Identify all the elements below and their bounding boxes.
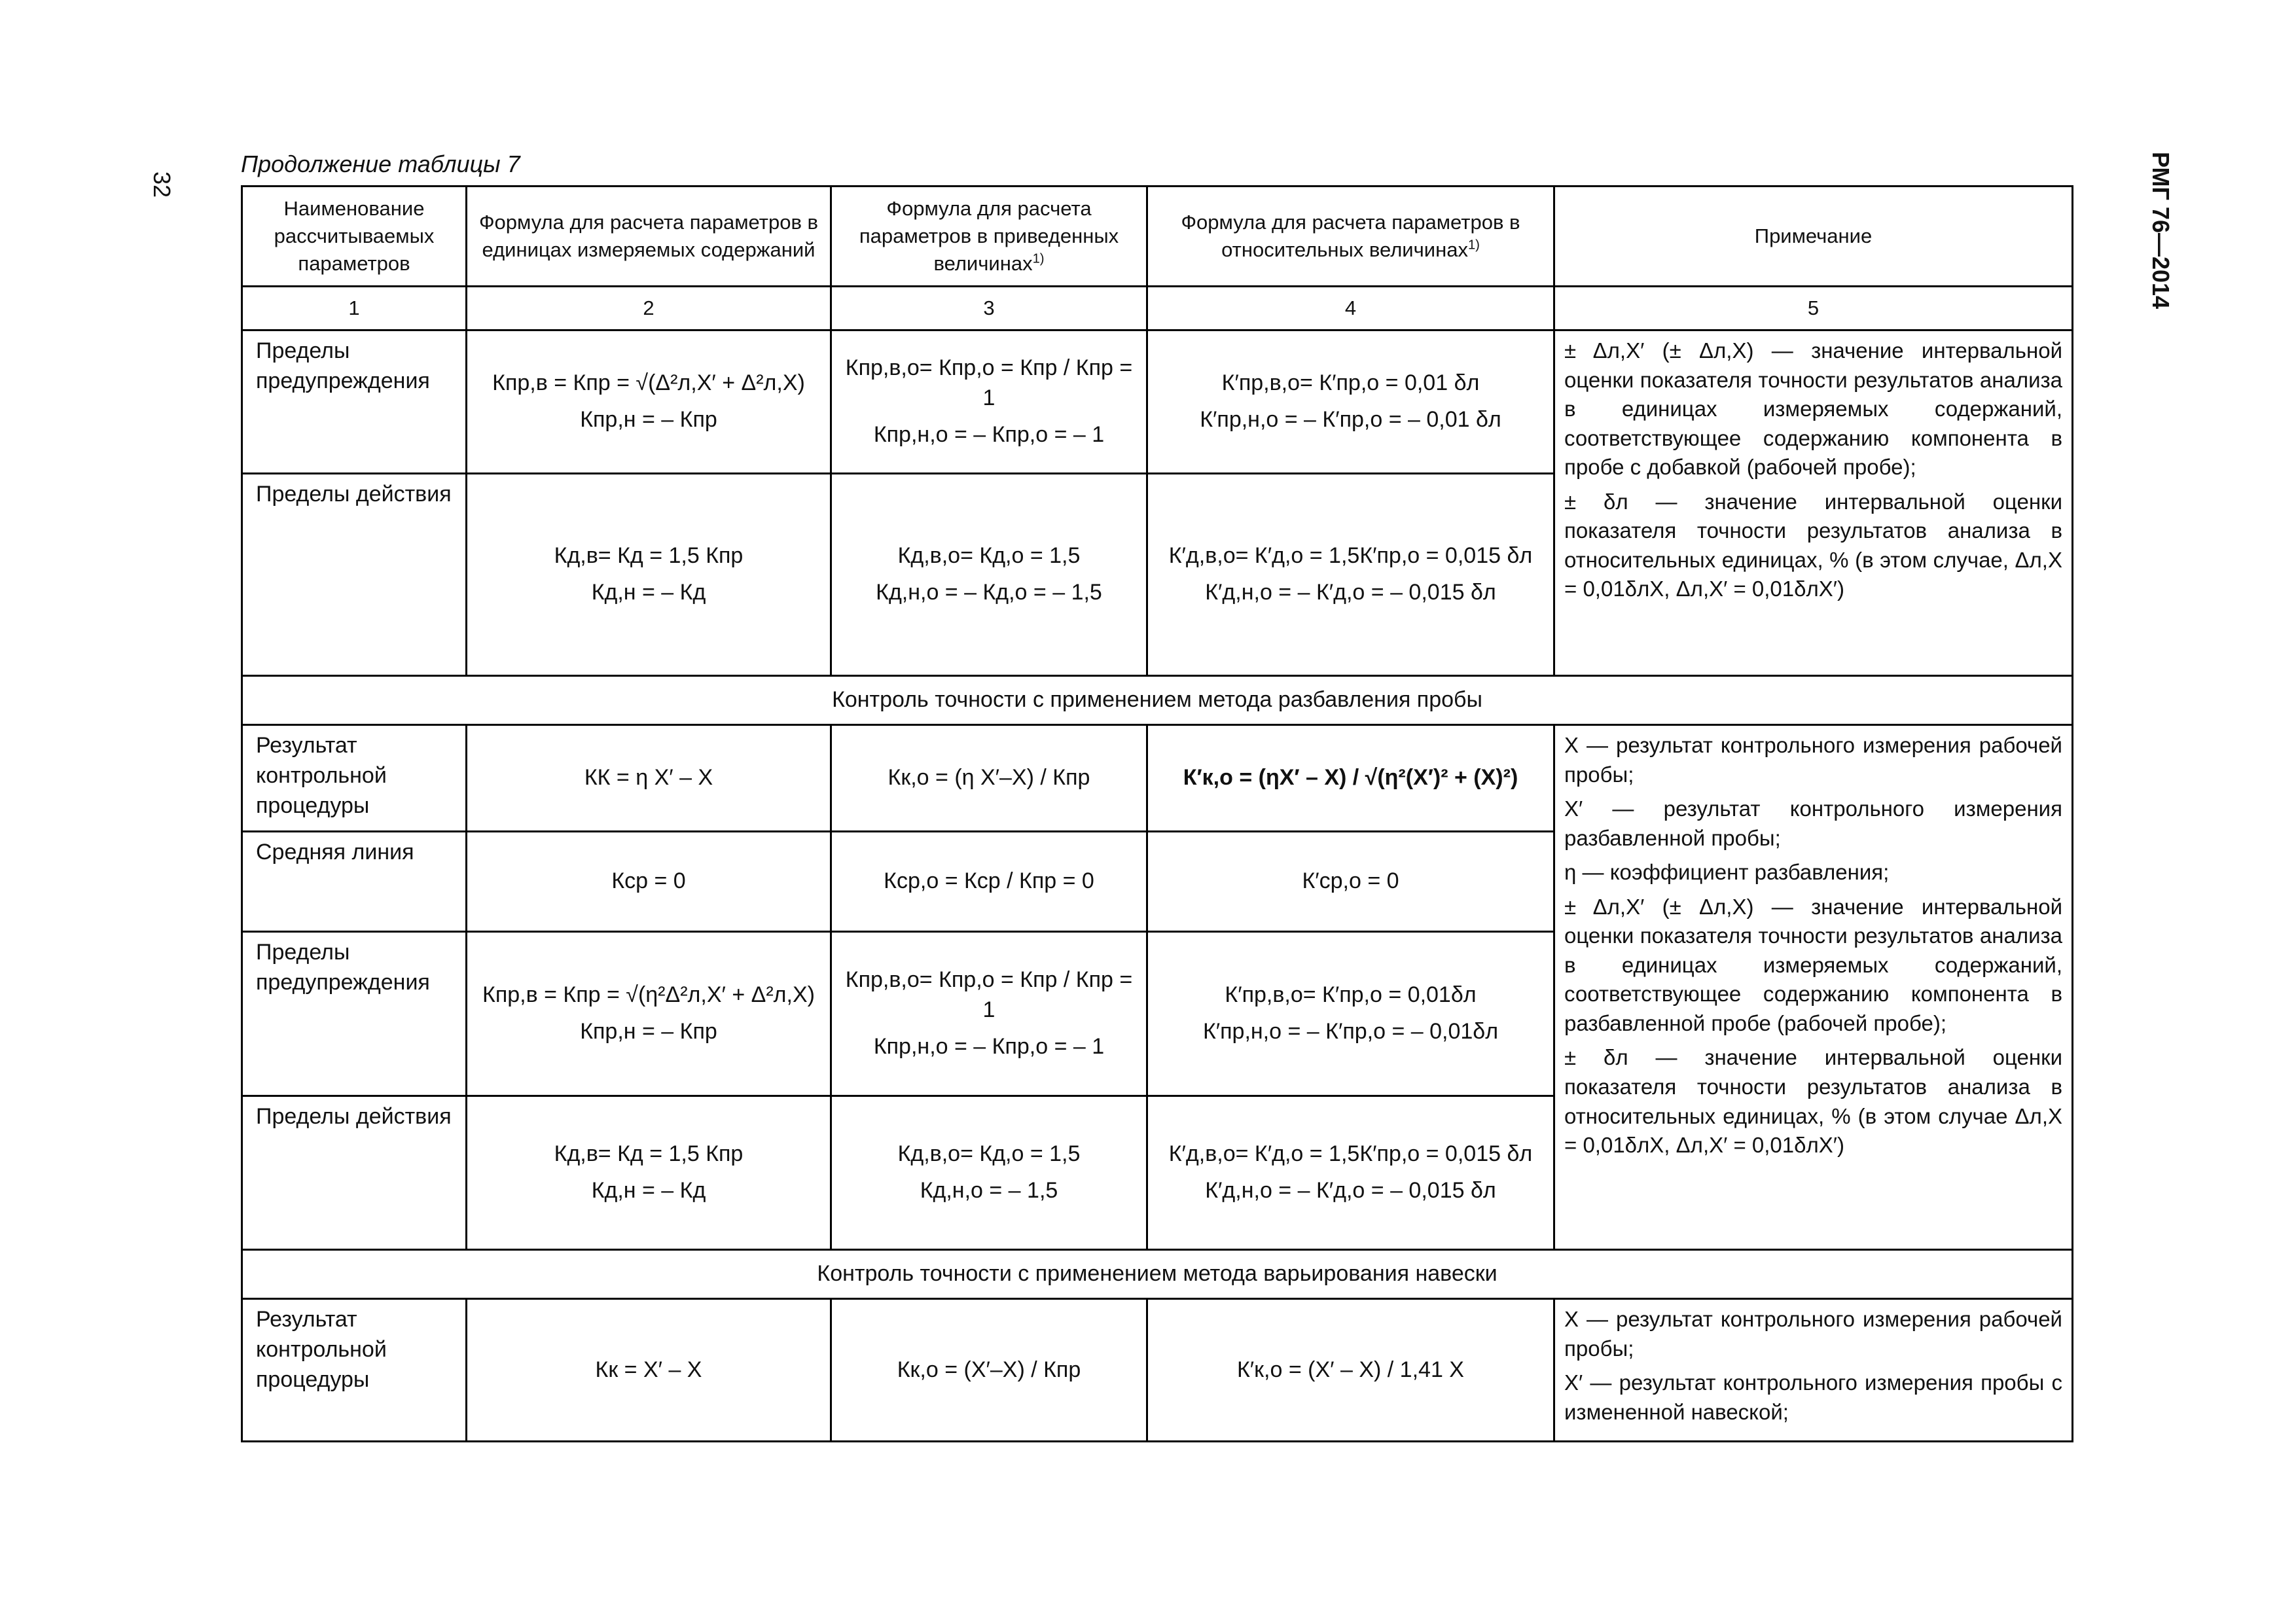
- formula-line: К′д,н,о = – К′д,о = – 0,015 δл: [1205, 1178, 1496, 1203]
- formula-line: Кср,о = Кср / Кпр = 0: [884, 868, 1094, 894]
- formula-line: К′пр,в,о= К′пр,о = 0,01δл: [1225, 982, 1477, 1008]
- note-paragraph: ± δл — значение интервальной оценки показателя точности результатов анализа в относительных единицах, % (в этом случае Δл,X = 0,01δлX, Δл,X′ = 0,01δлX′): [1564, 1045, 2062, 1158]
- note-paragraph: ± Δл,X′ (± Δл,X) — значение интервальной оценки показателя точности результатов анализа в единицах измеряемых содержаний, соответствующее содержанию компонента в пробе с добавкой (рабочей пробе);: [1564, 338, 2062, 480]
- header-col-4-text: Формула для расчета параметров в относительных величинах: [1181, 211, 1520, 261]
- param-name: Пределы действия: [242, 474, 467, 676]
- formula-line: Кк = X′ – X: [595, 1357, 702, 1382]
- formula-line: К′д,в,о= К′д,о = 1,5К′пр,о = 0,015 δл: [1168, 543, 1533, 569]
- formula-units: [467, 725, 831, 832]
- formula-relative: [1147, 932, 1554, 1096]
- formula-line: Кпр,н,о = – Кпр,о = – 1: [873, 421, 1105, 447]
- table-row: [242, 1299, 2073, 1442]
- section-title: Контроль точности с применением метода разбавления пробы: [242, 676, 2073, 725]
- note-paragraph: η — коэффициент разбавления;: [1564, 860, 1890, 885]
- formula-line: К′ср,о = 0: [1302, 868, 1399, 894]
- header-col-3: [831, 187, 1147, 287]
- table-7-continued: [241, 185, 2073, 1442]
- formula-line: Кср = 0: [611, 868, 686, 894]
- footnote-mark: 1): [1467, 238, 1480, 253]
- table-caption: Продолжение таблицы 7: [241, 151, 520, 177]
- formula-line: Кд,в= Кд = 1,5 Кпр: [554, 1141, 744, 1167]
- formula-line: К′пр,н,о = – К′пр,о = – 0,01 δл: [1200, 407, 1501, 432]
- header-col-4: [1147, 187, 1554, 287]
- section-title-row: [242, 1250, 2073, 1299]
- table-row: [242, 725, 2073, 832]
- header-col-5: Примечание: [1554, 187, 2073, 287]
- note-paragraph: X — результат контрольного измерения рабочей пробы;: [1564, 733, 2062, 787]
- document-id: РМГ 76—2014: [2147, 152, 2174, 310]
- formula-relative: [1147, 1299, 1554, 1442]
- column-number-row: [242, 287, 2073, 330]
- formula-line: Кпр,н,о = – Кпр,о = – 1: [873, 1033, 1105, 1059]
- formula-line: К′д,н,о = – К′д,о = – 0,015 δл: [1205, 580, 1496, 605]
- formula-reduced: [831, 330, 1147, 474]
- formula-relative: [1147, 725, 1554, 832]
- col-number: 3: [831, 287, 1147, 330]
- param-name: Пределы действия: [242, 1096, 467, 1250]
- note-paragraph: X — результат контрольного измерения рабочей пробы;: [1564, 1307, 2062, 1361]
- formula-units: [467, 1299, 831, 1442]
- formula-units: [467, 474, 831, 676]
- formula-line: Кк,о = (η X′–X) / Кпр: [888, 765, 1090, 791]
- header-col-2: Формула для расчета параметров в единицах измеряемых содержаний: [467, 187, 831, 287]
- param-name: Пределы предупреждения: [242, 932, 467, 1096]
- formula-line: Кк,о = (X′–X) / Кпр: [897, 1357, 1081, 1382]
- col-number: 1: [242, 287, 467, 330]
- formula-line: Кпр,н = – Кпр: [580, 1019, 717, 1044]
- col-number: 2: [467, 287, 831, 330]
- formula-line: КК = η X′ – X: [584, 765, 713, 791]
- formula-line: Кд,в= Кд = 1,5 Кпр: [554, 543, 744, 569]
- formula-line: К′пр,в,о= К′пр,о = 0,01 δл: [1221, 370, 1480, 396]
- note-cell: [1554, 725, 2073, 1250]
- formula-relative: [1147, 1096, 1554, 1250]
- formula-relative: [1147, 330, 1554, 474]
- note-paragraph: ± δл — значение интервальной оценки показателя точности результатов анализа в относительных единицах, % (в этом случае, Δл,X = 0,01δлX, Δл,X′ = 0,01δлX′): [1564, 489, 2062, 601]
- col-number: 4: [1147, 287, 1554, 330]
- formula-units: [467, 932, 831, 1096]
- footnote-mark: 1): [1032, 251, 1045, 266]
- param-name: Средняя линия: [242, 832, 467, 932]
- note-paragraph: X′ — результат контрольного измерения пробы с измененной навеской;: [1564, 1370, 2062, 1424]
- formula-line: К′пр,н,о = – К′пр,о = – 0,01δл: [1202, 1019, 1499, 1044]
- formula-line: Кпр,в = Кпр = √(η²Δ²л,X′ + Δ²л,X): [482, 982, 815, 1008]
- formula-line: К′к,о = (ηX′ – X) / √(η²(X′)² + (X)²): [1183, 765, 1518, 791]
- note-cell: [1554, 330, 2073, 676]
- formula-line: Кд,н,о = – Кд,о = – 1,5: [876, 580, 1102, 605]
- formula-line: Кпр,н = – Кпр: [580, 407, 717, 432]
- formula-reduced: [831, 725, 1147, 832]
- page-number: 32: [149, 171, 175, 198]
- formula-reduced: [831, 474, 1147, 676]
- section-title: Контроль точности с применением метода варьирования навески: [242, 1250, 2073, 1299]
- col-number: 5: [1554, 287, 2073, 330]
- formula-relative: [1147, 832, 1554, 932]
- param-name: Пределы предупреждения: [242, 330, 467, 474]
- header-row: [242, 187, 2073, 287]
- formula-line: Кд,н = – Кд: [591, 1178, 706, 1203]
- table-row: [242, 330, 2073, 474]
- note-paragraph: ± Δл,X′ (± Δл,X) — значение интервальной оценки показателя точности результатов анализа в единицах измеряемых содержаний, соответствующее содержанию компонента в разбавленной пробе (рабочей пробе);: [1564, 894, 2062, 1035]
- note-paragraph: X′ — результат контрольного измерения разбавленной пробы;: [1564, 796, 2062, 850]
- formula-relative: [1147, 474, 1554, 676]
- formula-line: Кпр,в = Кпр = √(Δ²л,X′ + Δ²л,X): [492, 370, 805, 396]
- formula-reduced: [831, 1096, 1147, 1250]
- formula-line: К′к,о = (X′ – X) / 1,41 X: [1237, 1357, 1464, 1382]
- formula-line: Кд,н = – Кд: [591, 580, 706, 605]
- formula-line: Кд,н,о = – 1,5: [920, 1178, 1058, 1203]
- param-name: Результат контрольной процедуры: [242, 725, 467, 832]
- header-col-3-text: Формула для расчета параметров в приведенных величинах: [859, 197, 1119, 275]
- formula-reduced: [831, 832, 1147, 932]
- formula-reduced: [831, 932, 1147, 1096]
- formula-units: [467, 1096, 831, 1250]
- formula-line: Кд,в,о= Кд,о = 1,5: [897, 1141, 1081, 1167]
- section-title-row: [242, 676, 2073, 725]
- formula-line: Кпр,в,о= Кпр,о = Кпр / Кпр = 1: [845, 967, 1133, 1023]
- formula-reduced: [831, 1299, 1147, 1442]
- formula-units: [467, 330, 831, 474]
- param-name: Результат контрольной процедуры: [242, 1299, 467, 1442]
- note-cell: [1554, 1299, 2073, 1442]
- formula-line: Кпр,в,о= Кпр,о = Кпр / Кпр = 1: [845, 355, 1133, 411]
- formula-line: Кд,в,о= Кд,о = 1,5: [897, 543, 1081, 569]
- header-col-1: Наименование рассчитываемых параметров: [242, 187, 467, 287]
- formula-line: К′д,в,о= К′д,о = 1,5К′пр,о = 0,015 δл: [1168, 1141, 1533, 1167]
- formula-units: [467, 832, 831, 932]
